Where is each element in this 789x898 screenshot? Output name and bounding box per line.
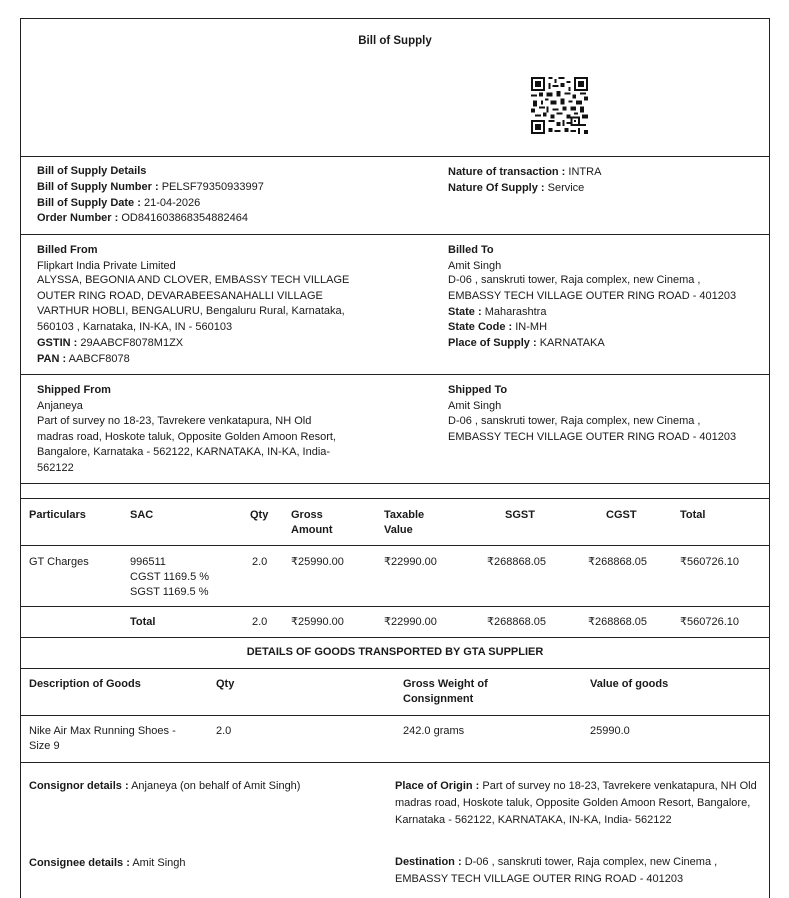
state-code-label: State Code : (448, 321, 513, 333)
goods-row-description: Nike Air Max Running Shoes - Size 9 (29, 725, 176, 752)
shipped-to-heading: Shipped To (448, 384, 508, 396)
goods-row-value: 25990.0 (590, 725, 630, 737)
place-of-supply-value: KARNATAKA (539, 337, 605, 349)
consignor-label: Consignor details : (29, 780, 129, 792)
shipped-to-address: D-06 , sanskruti tower, Raja complex, new Cinema , EMBASSY TECH VILLAGE OUTER RING ROAD - 401203 (448, 415, 737, 443)
goods-row-weight: 242.0 grams (403, 725, 465, 737)
row-taxable: ₹22990.00 (384, 556, 437, 568)
order-number-label: Order Number : (37, 212, 119, 224)
divider (20, 668, 770, 669)
nature-supply-label: Nature Of Supply : (448, 182, 545, 194)
divider (20, 374, 770, 375)
shipped-from-address: Part of survey no 18-23, Tavrekere venkatapura, NH Old madras road, Hoskote taluk, Opposite Golden Amoon Resort, Bangalore, Karnataka - 562122, KARNATAKA, IN-KA, India- 562122 (37, 415, 336, 474)
state-code-line (448, 320, 547, 335)
totals-label: Total (130, 616, 156, 628)
col-qty: Qty (250, 509, 269, 521)
row-cgst-rate: CGST 1169.5 % (130, 571, 210, 583)
order-number-value: OD841603868354882464 (121, 212, 248, 224)
pan-value: AABCF8078 (68, 353, 130, 365)
col-taxable: Taxable Value (384, 509, 425, 536)
origin-block (395, 778, 765, 829)
destination-block (395, 854, 765, 888)
order-number-line (37, 211, 248, 226)
shipped-from-name: Anjaneya (37, 400, 83, 412)
nature-supply-line (448, 181, 584, 196)
consignee-value: Amit Singh (132, 857, 186, 869)
state-code-value: IN-MH (515, 321, 548, 333)
consignee-line (29, 856, 186, 871)
gstin-line (37, 336, 183, 351)
bill-date-line (37, 196, 200, 211)
divider (20, 483, 770, 484)
place-of-supply-label: Place of Supply : (448, 337, 537, 349)
state-value: Maharashtra (484, 306, 547, 318)
bill-number-line (37, 180, 264, 195)
row-particulars: GT Charges (29, 556, 89, 568)
divider (20, 234, 770, 235)
bill-date-value: 21-04-2026 (143, 197, 201, 209)
qr-code-icon (531, 77, 588, 134)
consignor-value: Anjaneya (on behalf of Amit Singh) (131, 780, 301, 792)
pan-label: PAN : (37, 353, 67, 365)
origin-label: Place of Origin : (395, 780, 480, 792)
bill-number-value: PELSF79350933997 (161, 181, 264, 193)
row-sgst-rate: SGST 1169.5 % (130, 586, 209, 598)
divider (20, 606, 770, 607)
col-total: Total (680, 509, 706, 521)
billed-from-heading: Billed From (37, 244, 98, 256)
gstin-label: GSTIN : (37, 337, 78, 349)
goods-row-qty: 2.0 (216, 725, 232, 737)
origin-value: Part of survey no 18-23, Tavrekere venkatapura, NH Old madras road, Hoskote taluk, Opposite Golden Amoon Resort, Bangalore, Karnataka - 562122, KARNATAKA, IN-KA, India- 562122 (395, 780, 757, 826)
col-sgst: SGST (505, 509, 535, 521)
details-heading: Bill of Supply Details (37, 165, 147, 177)
row-total: ₹560726.10 (680, 556, 739, 568)
goods-col-weight: Gross Weight of Consignment (403, 678, 488, 705)
divider (20, 762, 770, 763)
state-label: State : (448, 306, 482, 318)
destination-label: Destination : (395, 856, 462, 868)
col-particulars: Particulars (29, 509, 86, 521)
nature-supply-value: Service (547, 182, 585, 194)
billed-to-address: D-06 , sanskruti tower, Raja complex, new Cinema , EMBASSY TECH VILLAGE OUTER RING ROAD - 401203 (448, 274, 737, 302)
divider (20, 156, 770, 157)
divider (20, 498, 770, 499)
totals-gross: ₹25990.00 (291, 616, 344, 628)
totals-taxable: ₹22990.00 (384, 616, 437, 628)
totals-cgst: ₹268868.05 (588, 616, 647, 628)
divider (20, 637, 770, 638)
row-gross: ₹25990.00 (291, 556, 344, 568)
col-sac: SAC (130, 509, 154, 521)
consignee-label: Consignee details : (29, 857, 130, 869)
goods-col-description: Description of Goods (29, 678, 141, 690)
bill-number-label: Bill of Supply Number : (37, 181, 159, 193)
row-cgst: ₹268868.05 (588, 556, 647, 568)
nature-txn-line (448, 165, 601, 180)
row-qty: 2.0 (252, 556, 268, 568)
col-gross: Gross Amount (291, 509, 333, 536)
row-sac: 996511 (130, 556, 166, 568)
totals-sgst: ₹268868.05 (487, 616, 546, 628)
shipped-to-name: Amit Singh (448, 400, 502, 412)
place-of-supply-line (448, 336, 605, 351)
shipped-from-heading: Shipped From (37, 384, 111, 396)
nature-txn-value: INTRA (568, 166, 602, 178)
totals-qty: 2.0 (252, 616, 268, 628)
page-title: Bill of Supply (358, 35, 432, 47)
state-line (448, 305, 546, 320)
pan-line (37, 352, 130, 367)
destination-value: D-06 , sanskruti tower, Raja complex, new Cinema , EMBASSY TECH VILLAGE OUTER RING ROAD - 401203 (395, 856, 718, 885)
goods-col-qty: Qty (216, 678, 235, 690)
billed-to-name: Amit Singh (448, 260, 502, 272)
divider (20, 545, 770, 546)
billed-to-heading: Billed To (448, 244, 494, 256)
gstin-value: 29AABCF8078M1ZX (80, 337, 184, 349)
row-sgst: ₹268868.05 (487, 556, 546, 568)
col-cgst: CGST (606, 509, 637, 521)
totals-total: ₹560726.10 (680, 616, 739, 628)
consignor-line (29, 779, 300, 794)
divider (20, 715, 770, 716)
goods-col-value: Value of goods (590, 678, 669, 690)
billed-from-address: ALYSSA, BEGONIA AND CLOVER, EMBASSY TECH VILLAGE OUTER RING ROAD, DEVARABEESANAHALLI VILLAGE VARTHUR HOBLI, BENGALURU, Bengaluru Rural, Karnataka, 560103 , Karnataka, IN-KA, IN - 560103 (37, 274, 350, 333)
billed-from-name: Flipkart India Private Limited (37, 260, 176, 272)
goods-section-title: DETAILS OF GOODS TRANSPORTED BY GTA SUPPLIER (246, 646, 544, 658)
nature-txn-label: Nature of transaction : (448, 166, 566, 178)
bill-date-label: Bill of Supply Date : (37, 197, 141, 209)
